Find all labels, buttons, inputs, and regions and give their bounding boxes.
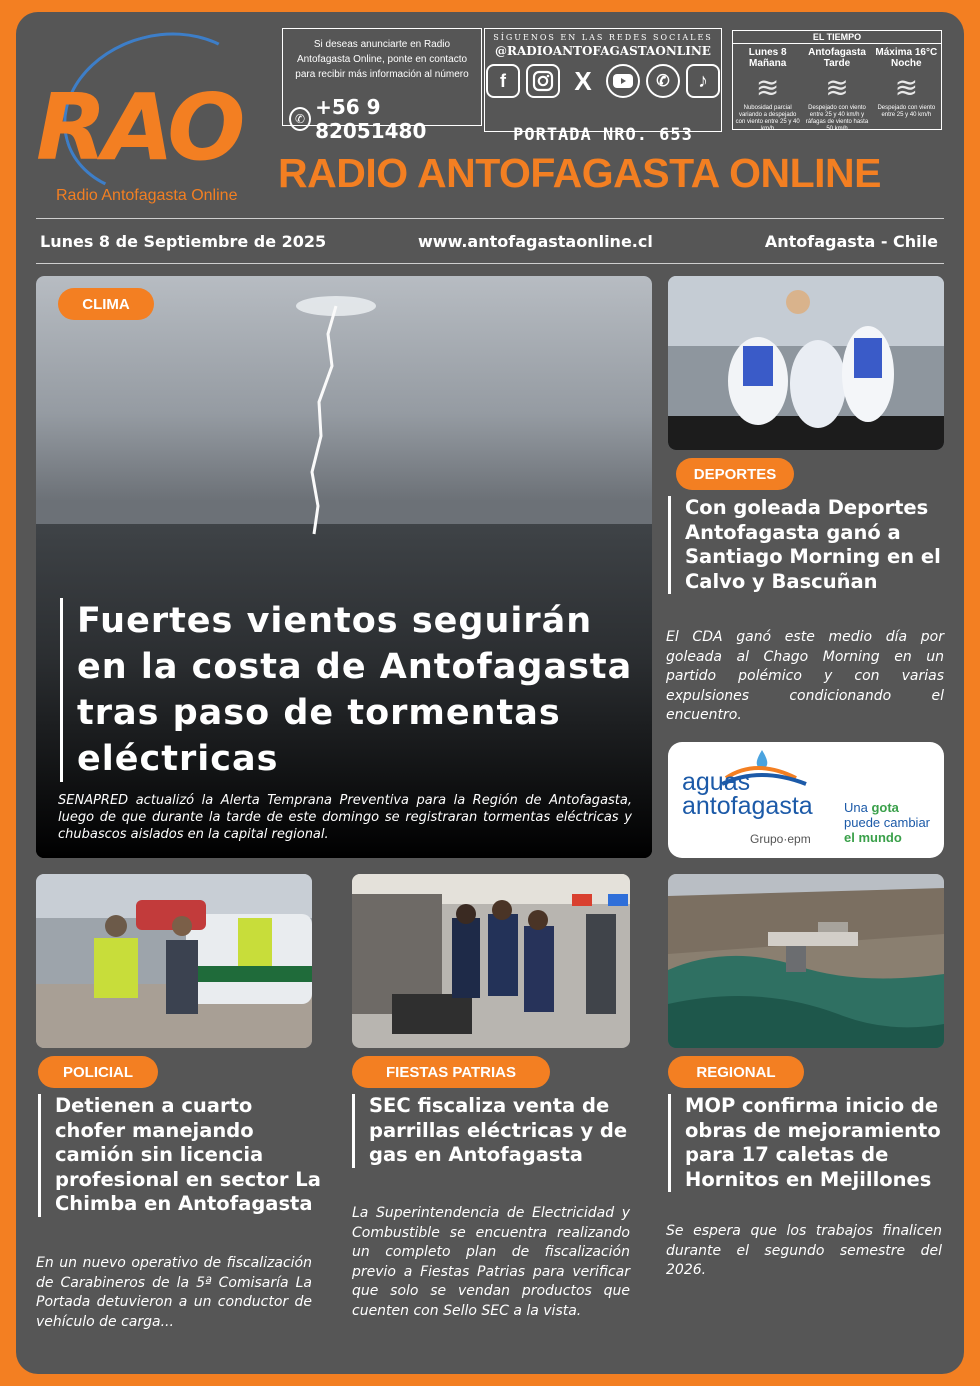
category-badge[interactable]: REGIONAL: [668, 1056, 804, 1088]
sponsor-slogan-highlight: el mundo: [844, 830, 902, 845]
issue-number: PORTADA NRO. 653: [513, 125, 693, 145]
masthead-title: RADIO ANTOFAGASTA ONLINE: [278, 150, 881, 196]
social-box: [484, 28, 722, 145]
weather-afternoon: [802, 44, 871, 133]
category-badge[interactable]: CLIMA: [58, 288, 154, 320]
lead-summary: SENAPRED actualizó la Alerta Temprana Preventiva para la Región de Antofagasta, luego de que durante la tarde de este domingo se registraran tormentas eléctricas y chubascos aislados en la capital regional.: [58, 793, 632, 842]
logo-mark: RAO: [36, 74, 242, 181]
logo-subtitle: Radio Antofagasta Online: [56, 187, 238, 204]
divider: [36, 218, 944, 219]
sponsor-slogan-highlight: gota: [871, 800, 899, 815]
weather-head: Máxima 16°C Noche: [875, 47, 938, 69]
social-icons: [485, 64, 721, 98]
sponsor-slogan-part: Una: [844, 800, 872, 815]
sponsor-line1: aguas: [682, 768, 751, 796]
weather-desc: Despejado con viento entre 25 y 40 km/h: [877, 105, 936, 118]
lead-headline[interactable]: Fuertes vientos seguirán en la costa de Antofagasta tras paso de tormentas eléctricas: [60, 598, 640, 782]
weather-head: Antofagasta Tarde: [808, 47, 866, 69]
newspaper-page: [16, 12, 964, 1374]
advertise-text: Si deseas anunciarte en Radio Antofagasta Online, ponte en contacto para recibir más información al número: [295, 39, 469, 80]
story-summary: En un nuevo operativo de fiscalización de Carabineros de la 5ª Comisaría La Portada detuvieron a un conductor de vehículo de carga...: [36, 1255, 312, 1330]
sponsor-slogan-part: puede cambiar: [844, 815, 930, 830]
category-badge[interactable]: DEPORTES: [676, 458, 794, 490]
weather-desc: Despejado con viento entre 25 y 40 km/h y ráfagas de viento hasta 50 km/h: [805, 105, 869, 132]
sports-photo[interactable]: [668, 276, 944, 450]
sponsor-divider: [816, 804, 818, 834]
story-summary: La Superintendencia de Electricidad y Combustible se encuentra realizando un completo plan de fiscalización previo a Fiestas Patrias para verificar que solo se vendan productos que cuenten con Sello SEC a la vista.: [352, 1205, 630, 1319]
x-icon[interactable]: X: [574, 65, 592, 96]
story-summary: Se espera que los trabajos finalicen durante el segundo semestre del 2026.: [666, 1223, 942, 1278]
weather-night: [872, 44, 941, 133]
sponsor-group: Grupo·epm: [750, 832, 811, 846]
facebook-icon[interactable]: f: [486, 64, 520, 98]
sports-headline[interactable]: Con goleada Deportes Antofagasta ganó a Santiago Morning en el Calvo y Bascuñan: [668, 496, 948, 594]
weather-morning: [733, 44, 802, 133]
edition-location: Antofagasta - Chile: [764, 232, 938, 251]
weather-head: Lunes 8 Mañana: [748, 47, 787, 69]
edition-date: Lunes 8 de Septiembre de 2025: [40, 232, 327, 251]
tiktok-icon[interactable]: ♪: [686, 64, 720, 98]
sponsor-ad[interactable]: [668, 742, 944, 858]
whatsapp-icon: ✆: [289, 107, 311, 131]
social-handle[interactable]: @RADIOANTOFAGASTAONLINE: [495, 44, 711, 58]
advertise-box: [282, 28, 482, 143]
story-photo[interactable]: [352, 874, 630, 1048]
category-badge[interactable]: POLICIAL: [38, 1056, 158, 1088]
weather-title: EL TIEMPO: [733, 31, 941, 44]
wind-icon: ≋: [825, 72, 849, 103]
story-headline[interactable]: SEC fiscaliza venta de parrillas eléctricas y de gas en Antofagasta: [352, 1094, 630, 1168]
social-title: SÍGUENOS EN LAS REDES SOCIALES: [493, 33, 713, 42]
wind-icon: ≋: [755, 72, 780, 103]
sponsor-line2: antofagasta: [682, 792, 813, 820]
story-photo[interactable]: [668, 874, 944, 1048]
sports-summary: El CDA ganó este medio día por goleada al Chago Morning en un partido polémico y con varias expulsiones condicionando el encuentro.: [666, 629, 944, 723]
wind-icon: ≋: [894, 72, 919, 103]
weather-desc: Nubosidad parcial variando a despejado con viento entre 25 y 40 km/h: [735, 105, 800, 132]
website-link[interactable]: www.antofagastaonline.cl: [418, 232, 653, 251]
story-headline[interactable]: MOP confirma inicio de obras de mejoramiento para 17 caletas de Hornitos en Mejillones: [668, 1094, 950, 1192]
story-photo[interactable]: [36, 874, 312, 1048]
weather-box: [732, 30, 942, 130]
phone-number: +56 9 82051480: [315, 95, 427, 143]
instagram-icon[interactable]: [526, 64, 560, 98]
whatsapp-icon[interactable]: ✆: [646, 64, 680, 98]
sponsor-slogan: [844, 800, 930, 845]
divider: [36, 263, 944, 264]
advertise-phone[interactable]: [289, 95, 481, 143]
youtube-icon[interactable]: [606, 64, 640, 98]
story-headline[interactable]: Detienen a cuarto chofer manejando camión sin licencia profesional en sector La Chimba en Antofagasta: [38, 1094, 322, 1217]
category-badge[interactable]: FIESTAS PATRIAS: [352, 1056, 550, 1088]
